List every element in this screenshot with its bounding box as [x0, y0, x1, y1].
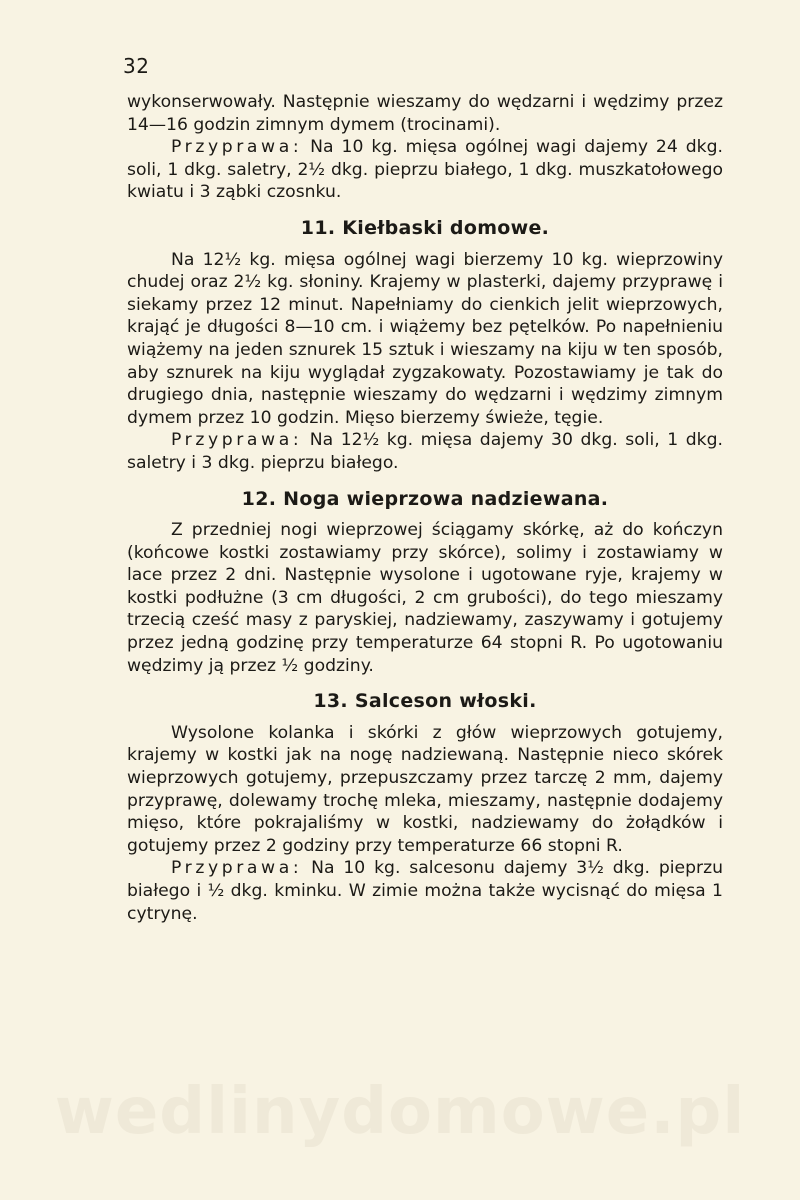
section-body-13: Wysolone kolanka i skórki z głów wieprzowych gotujemy, krajemy w kostki jak na nogę nadziewaną. Następnie nieco skórek wieprzowych gotujemy, przepuszczamy przez tarczę 2 mm, dajemy przyprawę, dolewamy trochę mleka, mieszamy, następnie dodajemy mięso, które pokrajaliśmy w kostki, nadziewamy do żołądków i gotujemy przez 2 godziny przy temperaturze 66 stopni R. — [127, 722, 723, 856]
intro-paragraph: wykonserwowały. Następnie wieszamy do wędzarni i wędzimy przez 14—16 godzin zimnym dymem (trocinami). — [127, 92, 723, 135]
spice-label: Przyprawa: — [171, 858, 303, 879]
section-spice-13 — [127, 857, 723, 925]
spice-label: Przyprawa: — [171, 137, 303, 158]
watermark: wedlinydomowe.pl — [54, 1075, 746, 1149]
section-title-13: 13. Salceson włoski. — [313, 690, 537, 713]
spice-text: Na 12½ kg. mięsa dajemy 30 dkg. soli, 1 dkg. saletry i 3 dkg. pieprzu białego. — [127, 430, 724, 473]
section-spice-11 — [127, 429, 723, 474]
spice-text: Na 10 kg. salcesonu dajemy 3½ dkg. pieprzu białego i ½ dkg. kminku. W zimie można także wycisnąć do mięsa 1 cytrynę. — [127, 858, 723, 924]
section-body-12: Z przedniej nogi wieprzowej ściągamy skórkę, aż do kończyn (końcowe kostki zostawiamy przy skórce), solimy i zostawiamy w lace przez 2 dni. Następnie wysolone i ugotowane ryje, krajemy w kostki podłużne (3 cm długości, 2 cm grubości), do tego mieszamy trzecią cześć masy z paryskiej, nadziewamy, zaszywamy i gotujemy przez jedną godzinę przy temperaturze 64 stopni R. Po ugotowaniu wędzimy ją przez ½ godziny. — [127, 520, 723, 676]
page-number: 32 — [123, 54, 150, 78]
section-body-11: Na 12½ kg. mięsa ogólnej wagi bierzemy 10 kg. wieprzowiny chudej oraz 2½ kg. słoniny. Krajemy w plasterki, dajemy przyprawę i siekamy przez 12 minut. Napełniamy do cienkich jelit wieprzowych, krająć je długości 8—10 cm. i wiążemy bez pętelków. Po napełnieniu wiążemy na jeden sznurek 15 sztuk i wieszamy na kiju w ten sposób, aby sznurek na kiju wyglądał zygzakowaty. Pozostawiamy je tak do drugiego dnia, następnie wieszamy do wędzarni i wędzimy zimnym dymem przez 10 godzin. Mięso bierzemy świeże, tęgie. — [127, 249, 723, 428]
spice-text: Na 10 kg. mięsa ogólnej wagi dajemy 24 dkg. soli, 1 dkg. saletry, 2½ dkg. pieprzu białego, 1 dkg. muszkatołowego kwiatu i 3 ząbki czosnku. — [127, 137, 723, 203]
spice-label: Przyprawa: — [171, 430, 303, 451]
intro-spice-paragraph — [127, 136, 723, 204]
section-title-12: 12. Noga wieprzowa nadziewana. — [241, 487, 609, 510]
page-content — [127, 91, 723, 925]
section-title-11: 11. Kiełbaski domowe. — [300, 216, 550, 239]
